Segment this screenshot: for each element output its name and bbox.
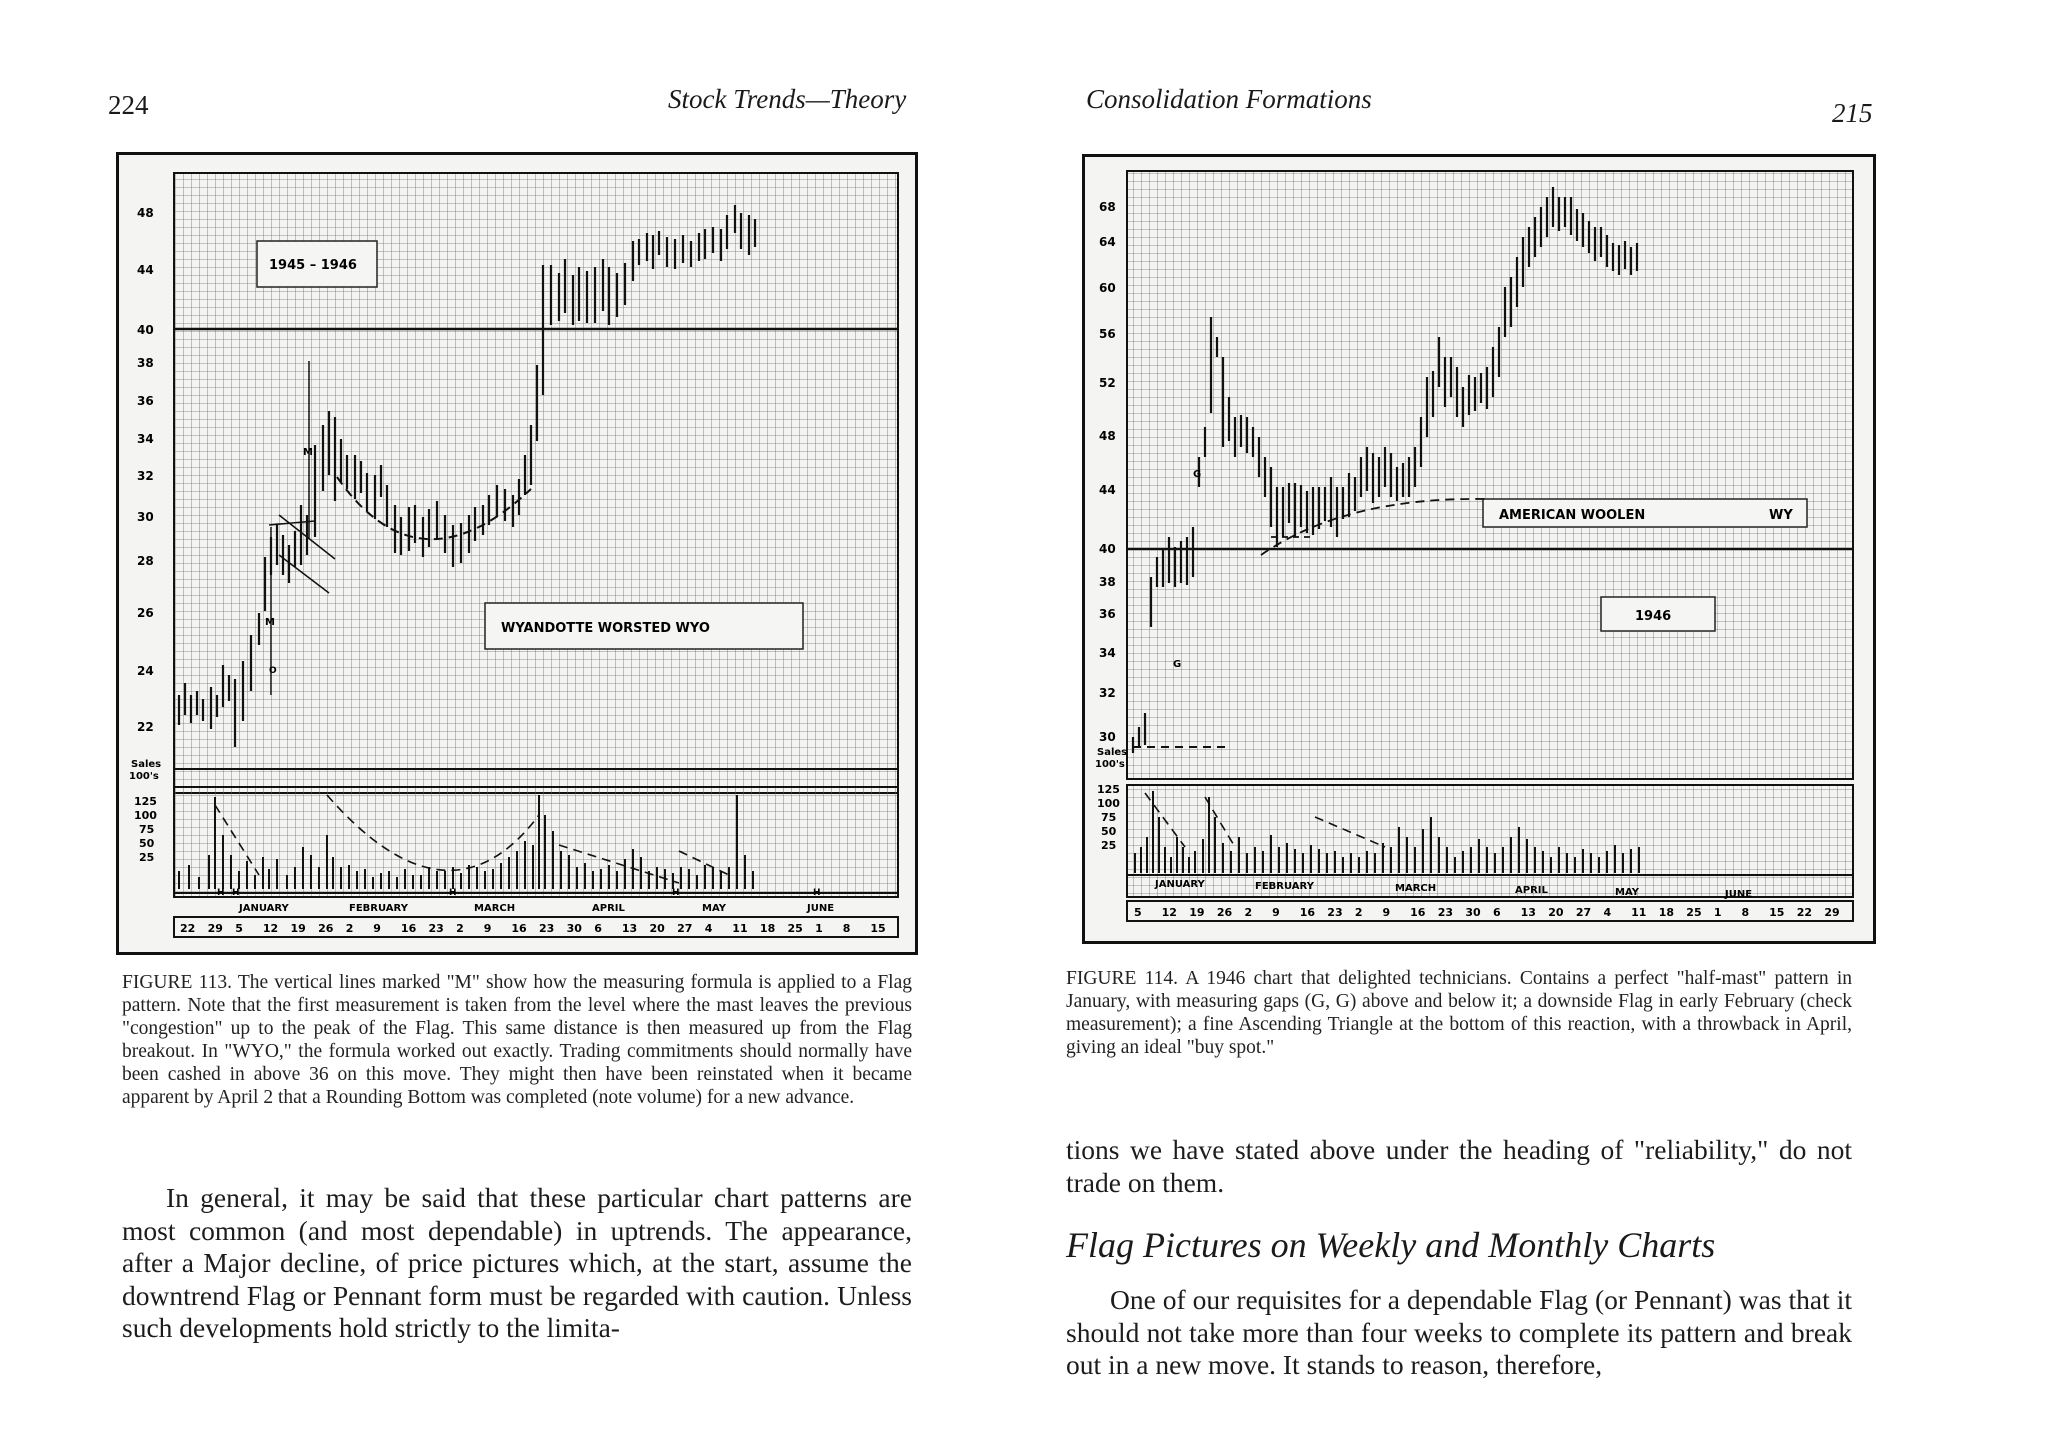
date-label: 23 <box>428 922 444 935</box>
figure-114-caption: FIGURE 114. A 1946 chart that delighted technicians. Contains a perfect "half-mast" pattern in January, with measuring gaps (G, G) above and below it; a downside Flag in early February (check measurement); a fine Ascending Triangle at the bottom of this reaction, with a throwback in April, giving an ideal "buy spot." <box>1066 968 1852 1058</box>
date-label: 23 <box>1327 906 1343 919</box>
wyo-chart-svg <box>119 155 915 952</box>
date-label: 27 <box>677 922 693 935</box>
date-label: 16 <box>1410 906 1426 919</box>
date-label: 16 <box>400 922 417 935</box>
sales-label: Sales <box>131 759 162 770</box>
date-label: 1 <box>815 922 823 935</box>
date-label: 26 <box>1216 906 1233 919</box>
date-label: 9 <box>373 922 381 935</box>
right-page-number: 215 <box>1832 98 1873 128</box>
wy-date-row <box>1134 906 1840 919</box>
date-label: 23 <box>539 922 555 935</box>
month-label: MAY <box>1615 887 1639 898</box>
y-tick: 38 <box>1099 575 1116 589</box>
date-label: 27 <box>1575 906 1592 919</box>
month-label: JUNE <box>807 903 835 914</box>
date-label: 20 <box>649 922 665 935</box>
wyo-date-row <box>180 922 886 935</box>
vol-tick: 125 <box>134 795 157 808</box>
h-marker: H <box>232 888 240 898</box>
sales-label: 100's <box>129 771 159 782</box>
date-label: 15 <box>1769 906 1785 919</box>
left-page-number: 224 <box>108 90 149 120</box>
date-label: 30 <box>566 922 582 935</box>
wy-volume-grid <box>1127 785 1853 897</box>
date-label: 1 <box>1713 906 1722 919</box>
month-label: APRIL <box>1515 885 1548 896</box>
date-label: 9 <box>483 922 492 935</box>
date-label: 9 <box>1382 906 1391 919</box>
vol-tick: 25 <box>139 851 155 864</box>
date-label: 8 <box>1741 906 1750 919</box>
y-tick: 44 <box>1099 483 1116 497</box>
vol-tick: 75 <box>1101 811 1117 824</box>
month-label: JANUARY <box>1155 879 1205 890</box>
date-label: 4 <box>1603 906 1612 919</box>
month-label: FEBRUARY <box>349 903 408 914</box>
h-marker: H <box>217 888 225 898</box>
date-label: 19 <box>290 922 306 935</box>
sales-label: 100's <box>1095 759 1125 770</box>
date-label: 22 <box>180 922 196 935</box>
date-label: 13 <box>1520 906 1536 919</box>
m-marker: M <box>265 617 275 628</box>
date-label: 6 <box>1493 906 1501 919</box>
month-label: JANUARY <box>239 903 289 914</box>
wy-chart <box>1082 154 1876 944</box>
y-tick: 36 <box>1099 607 1116 621</box>
section-heading: Flag Pictures on Weekly and Monthly Charts <box>1066 1225 1716 1265</box>
vol-tick: 100 <box>134 809 157 822</box>
y-tick: 32 <box>1099 686 1116 700</box>
vol-tick: 100 <box>1097 797 1120 810</box>
y-tick: 56 <box>1099 327 1116 341</box>
left-body-text: In general, it may be said that these particular chart patterns are most common (and most dependable) in uptrends. The appearance, after a Major decline, of price pictures which, at the start, assume the downtrend Flag or Pennant form must be regarded with caution. Unless such developments hold strictly to the limita- <box>122 1182 912 1343</box>
date-label: 2 <box>456 922 464 935</box>
right-body-top: tions we have stated above under the heading of "reliability," do not trade on them. <box>1066 1134 1852 1198</box>
vol-tick: 25 <box>1101 839 1117 852</box>
y-tick: 30 <box>137 510 154 524</box>
left-running-head: Stock Trends—Theory <box>668 84 907 114</box>
g-marker: G <box>1193 469 1202 480</box>
date-label: 22 <box>1796 906 1813 919</box>
date-label: 15 <box>870 922 886 935</box>
m-marker: M <box>303 447 313 458</box>
y-tick: 40 <box>1099 542 1116 556</box>
y-tick: 68 <box>1099 200 1116 214</box>
right-running-head: Consolidation Formations <box>1086 84 1372 114</box>
figure-113-caption: FIGURE 113. The vertical lines marked "M" show how the measuring formula is applied to a Flag pattern. Note that the first measurement is taken from the level where the mast leaves the previous "congestion" up to the peak of the Flag. This same distance is then measured up from the Flag breakout. In "WYO," the formula worked out exactly. Trading commitments should normally have been cashed in above 36 on this move. They might then have been reinstated when it became apparent by April 2 that a Rounding Bottom was completed (note volume) for a new advance. <box>122 972 912 1108</box>
vol-tick: 125 <box>1097 783 1120 796</box>
vol-tick: 50 <box>1101 825 1117 838</box>
date-label: 12 <box>1161 906 1177 919</box>
vol-tick: 50 <box>139 837 155 850</box>
y-tick: 28 <box>137 554 154 568</box>
h-marker: H <box>813 888 821 898</box>
y-tick: 48 <box>1099 429 1116 443</box>
date-label: 2 <box>1354 906 1363 919</box>
date-label: 29 <box>207 922 223 935</box>
wy-ticker: WY <box>1769 508 1793 523</box>
o-marker: O <box>269 666 277 676</box>
h-marker: H <box>449 888 457 898</box>
month-label: APRIL <box>592 903 625 914</box>
month-label: JUNE <box>1725 889 1753 900</box>
date-label: 23 <box>1437 906 1454 919</box>
y-tick: 32 <box>137 469 154 483</box>
wy-year-label: 1946 <box>1635 609 1672 624</box>
date-label: 18 <box>759 922 776 935</box>
date-label: 2 <box>345 922 354 935</box>
wy-price-grid <box>1127 171 1853 779</box>
y-tick: 64 <box>1099 235 1116 249</box>
y-tick: 30 <box>1099 730 1116 744</box>
month-label: MARCH <box>1395 883 1437 894</box>
y-tick: 22 <box>137 720 154 734</box>
vol-tick: 75 <box>139 823 155 836</box>
date-label: 25 <box>787 922 803 935</box>
date-label: 16 <box>511 922 527 935</box>
y-tick: 34 <box>137 432 154 446</box>
y-tick: 60 <box>1099 281 1116 295</box>
date-label: 13 <box>621 922 638 935</box>
y-tick: 38 <box>137 356 154 370</box>
date-label: 18 <box>1658 906 1675 919</box>
sales-label: Sales <box>1097 747 1128 758</box>
h-marker: H <box>672 888 680 898</box>
wyo-stock-label: WYANDOTTE WORSTED WYO <box>501 621 710 636</box>
date-label: 6 <box>594 922 602 935</box>
date-label: 2 <box>1244 906 1253 919</box>
month-label: MAY <box>702 903 726 914</box>
date-label: 26 <box>318 922 334 935</box>
date-label: 30 <box>1465 906 1481 919</box>
date-label: 9 <box>1272 906 1280 919</box>
date-label: 20 <box>1548 906 1564 919</box>
date-label: 5 <box>235 922 243 935</box>
y-tick: 40 <box>137 323 154 337</box>
wyo-chart <box>116 152 918 955</box>
date-label: 11 <box>1631 906 1647 919</box>
date-label: 8 <box>842 922 851 935</box>
y-tick: 36 <box>137 394 154 408</box>
wyo-year-label: 1945 – 1946 <box>269 258 357 273</box>
date-label: 5 <box>1134 906 1142 919</box>
date-label: 19 <box>1189 906 1205 919</box>
wy-chart-svg <box>1085 157 1873 941</box>
y-tick: 26 <box>137 606 154 620</box>
y-tick: 48 <box>137 206 154 220</box>
date-label: 4 <box>704 922 713 935</box>
date-label: 16 <box>1299 906 1316 919</box>
right-body-text: One of our requisites for a dependable Flag (or Pennant) was that it should not take more than four weeks to complete its pattern and break out in a new move. It stands to reason, therefore, <box>1066 1284 1852 1380</box>
y-tick: 52 <box>1099 376 1116 390</box>
date-label: 11 <box>732 922 748 935</box>
g-marker: G <box>1173 659 1182 670</box>
date-label: 12 <box>262 922 279 935</box>
y-tick: 34 <box>1099 646 1116 660</box>
y-tick: 44 <box>137 263 154 277</box>
wy-stock-label: AMERICAN WOOLEN <box>1499 508 1646 523</box>
date-label: 25 <box>1686 906 1702 919</box>
wyo-volume-grid <box>174 787 898 897</box>
date-label: 29 <box>1824 906 1840 919</box>
month-label: MARCH <box>474 903 516 914</box>
y-tick: 24 <box>137 664 154 678</box>
month-label: FEBRUARY <box>1255 881 1314 892</box>
